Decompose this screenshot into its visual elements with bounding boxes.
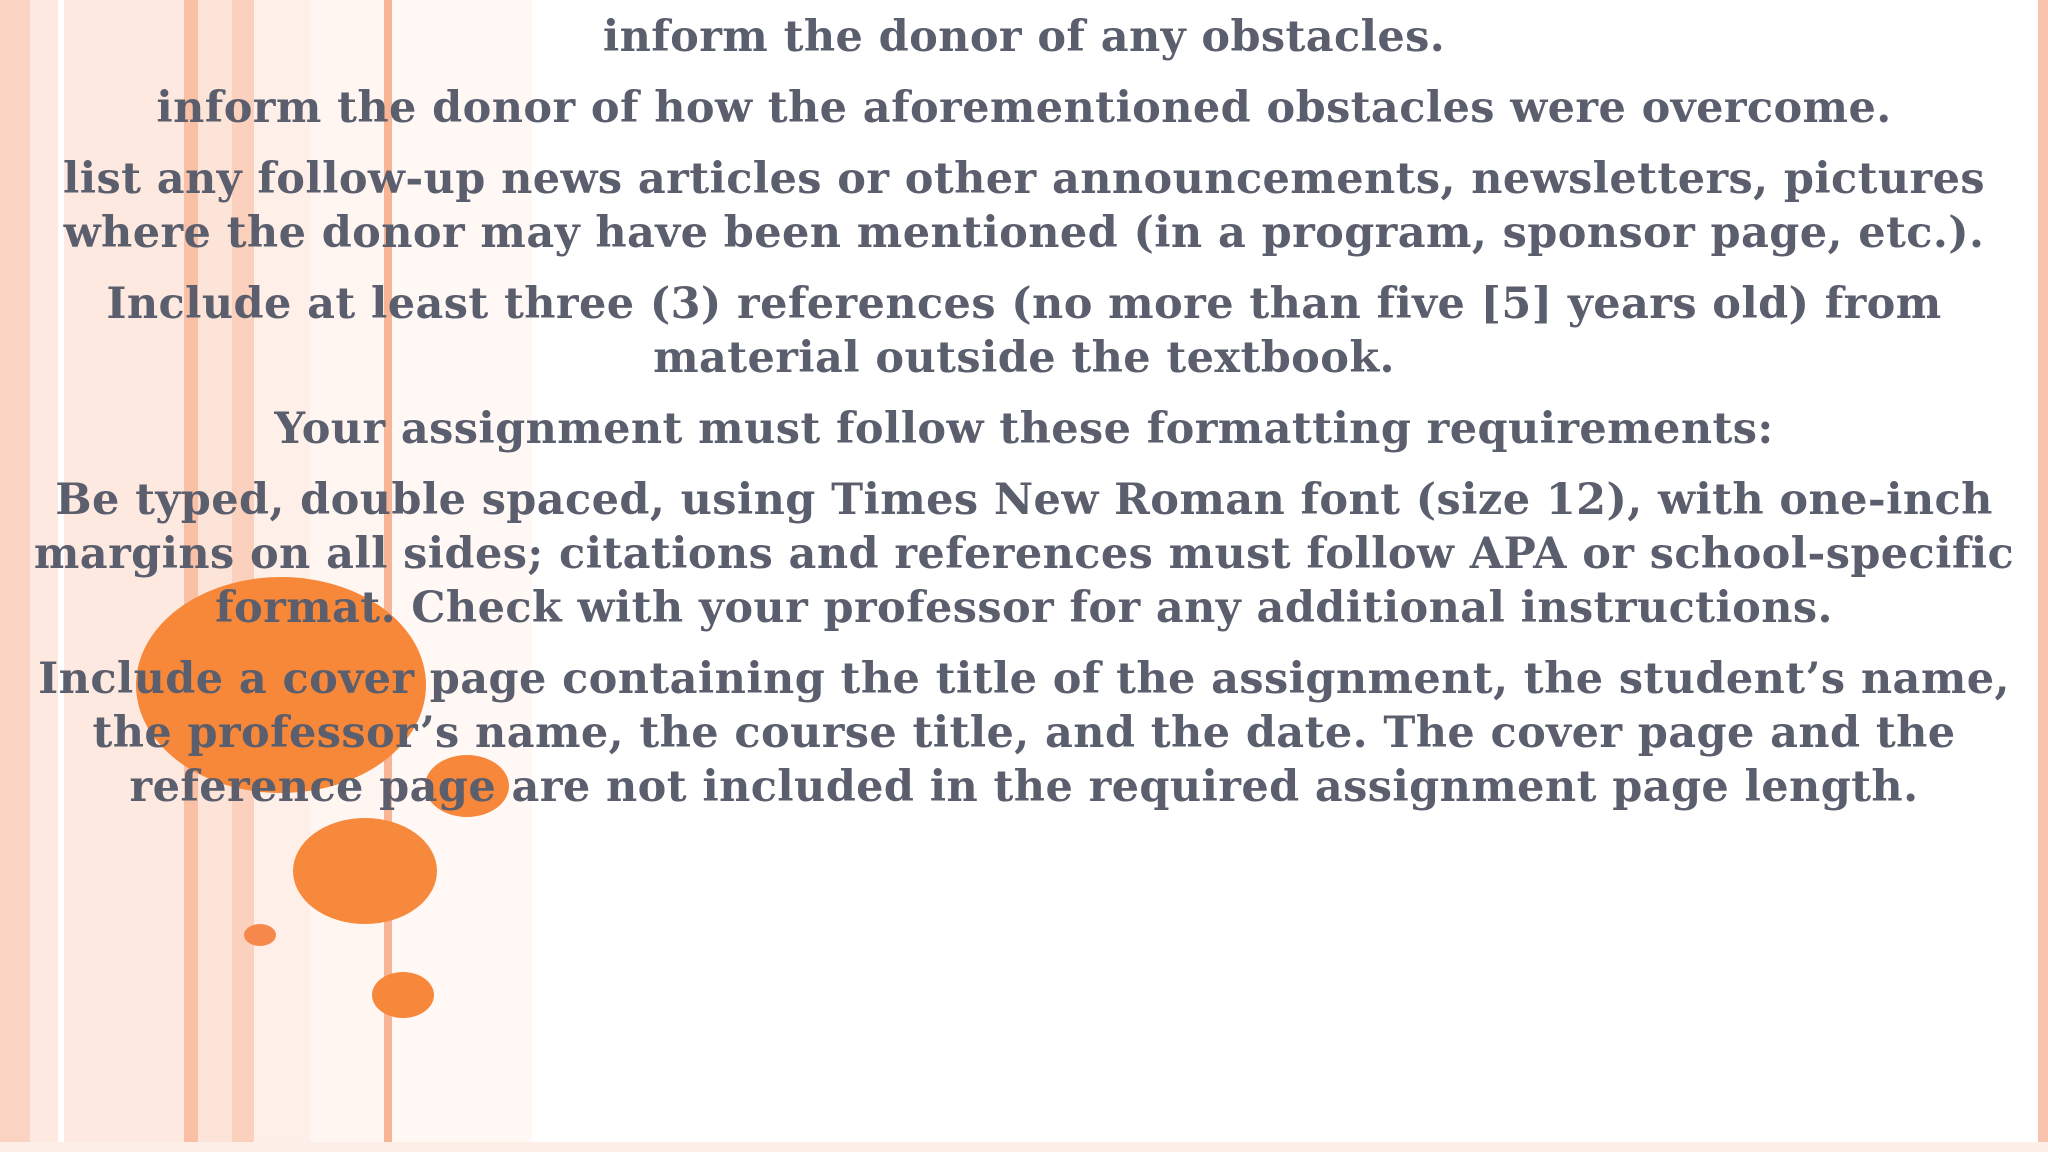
paragraph-text: list any follow-up news articles or other announcements, newsletters, pictures where the donor may have been mentioned (in a program, sponsor page, etc.). bbox=[63, 154, 1985, 258]
right-edge-stripe bbox=[2038, 0, 2048, 1152]
paragraph-text: inform the donor of any obstacles. bbox=[602, 12, 1446, 62]
decorative-circle-medium bbox=[293, 818, 437, 924]
paragraph-text: Your assignment must follow these formatting requirements: bbox=[274, 404, 1774, 454]
bottom-edge-stripe bbox=[0, 1142, 2048, 1152]
paragraph-cover-page bbox=[18, 652, 2030, 814]
decorative-circle-tiny bbox=[244, 924, 276, 946]
paragraph-text: Include a cover page containing the title of the assignment, the student’s name, the professor’s name, the course title, and the date. The cover page and the reference page are not included in the required assignment page length. bbox=[38, 654, 2010, 812]
decorative-circle-small bbox=[372, 972, 434, 1018]
paragraph-text: Be typed, double spaced, using Times New Roman font (size 12), with one-inch margins on all sides; citations and references must follow APA or school-specific format. Check with your professor for any additional instructions. bbox=[33, 475, 2015, 633]
paragraph-obstacles bbox=[18, 10, 2030, 64]
slide-body-text bbox=[18, 10, 2030, 831]
paragraph-formatting-heading bbox=[18, 402, 2030, 456]
paragraph-text: Include at least three (3) references (no more than five [5] years old) from material outside the textbook. bbox=[106, 279, 1942, 383]
paragraph-formatting-details bbox=[18, 473, 2030, 635]
paragraph-references bbox=[18, 277, 2030, 385]
paragraph-follow-up bbox=[18, 152, 2030, 260]
paragraph-text: inform the donor of how the aforementioned obstacles were overcome. bbox=[156, 83, 1892, 133]
paragraph-obstacles-overcome bbox=[18, 81, 2030, 135]
